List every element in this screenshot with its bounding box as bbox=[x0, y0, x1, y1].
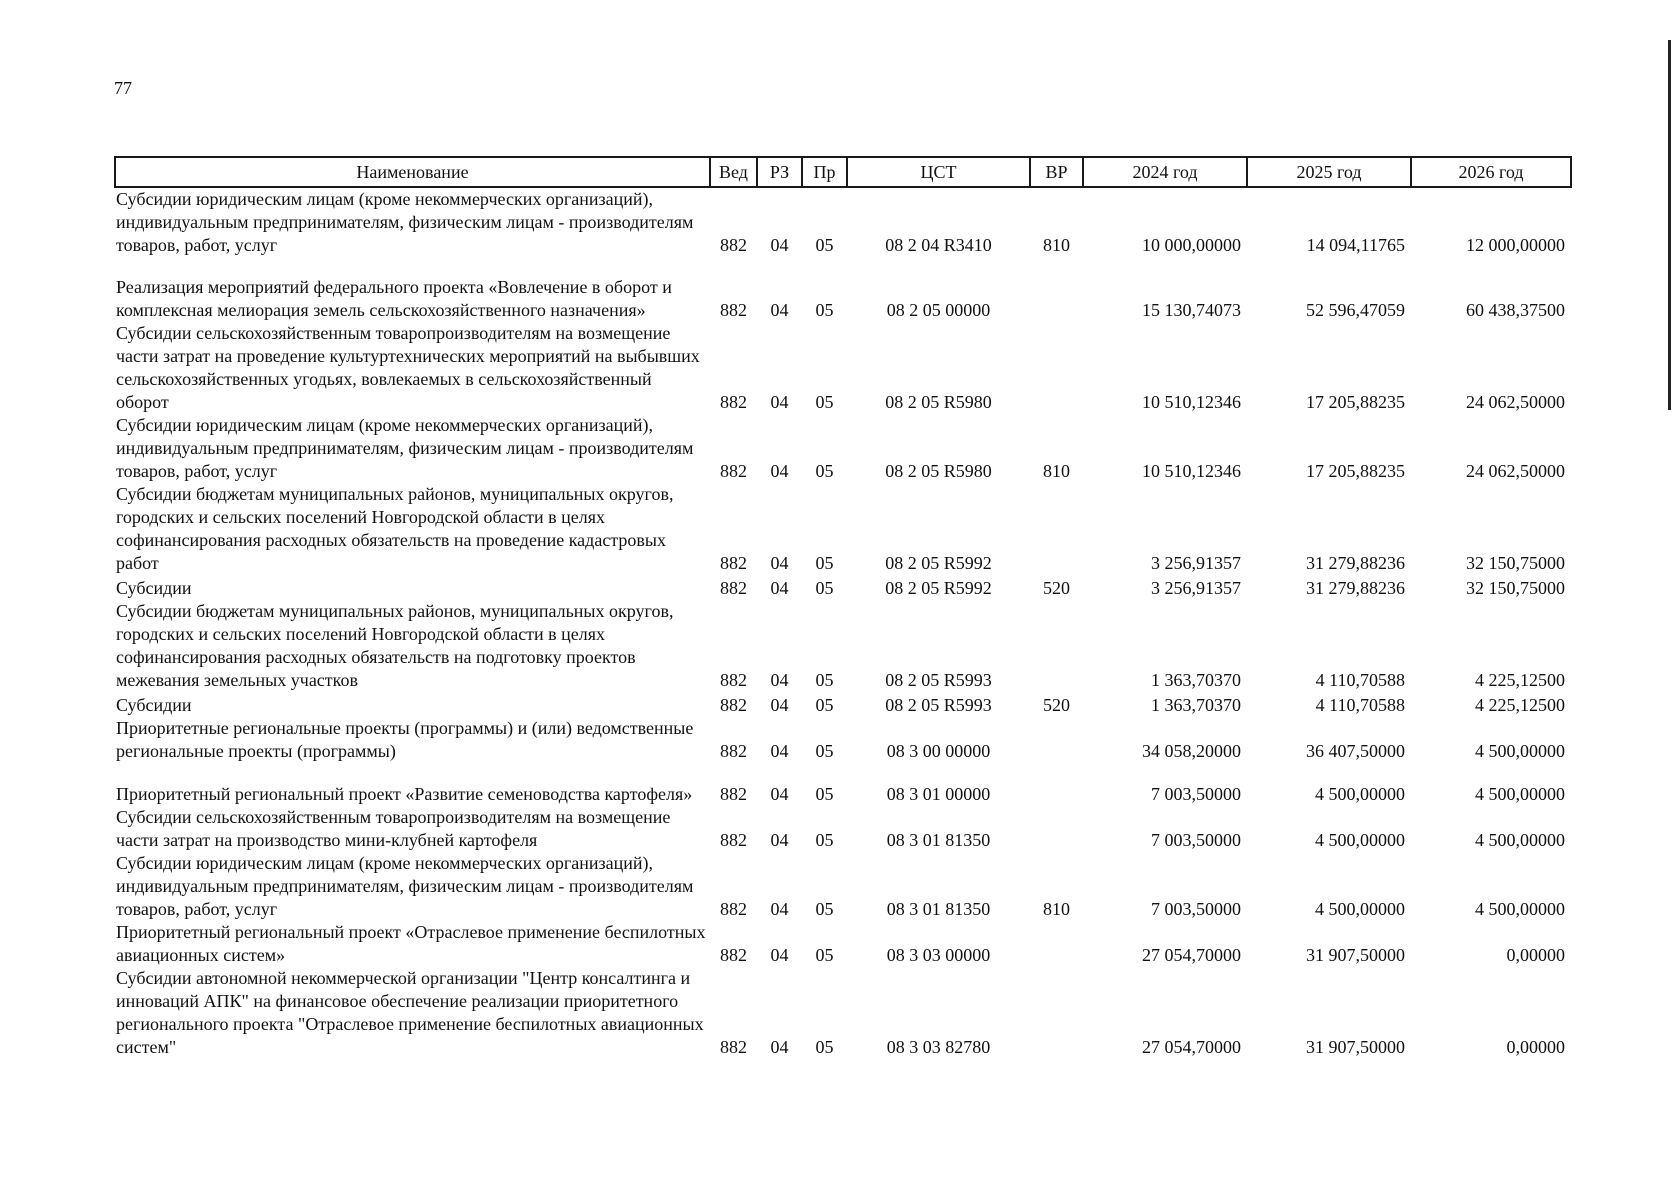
cell-name: Субсидии юридическим лицам (кроме некоммерческих организаций), индивидуальным предпринимателям, физическим лицам - производителям товаров, работ, услуг bbox=[116, 415, 694, 481]
cell-cst: 08 2 05 R5993 bbox=[885, 670, 992, 690]
table-header-row bbox=[115, 157, 1571, 187]
cell-ved: 882 bbox=[720, 945, 747, 965]
cell-vr: 810 bbox=[1043, 899, 1070, 919]
cell-ved: 882 bbox=[720, 578, 747, 598]
cell-2024: 27 054,70000 bbox=[1142, 1037, 1241, 1057]
cell-name: Приоритетный региональный проект «Отраслевое применение беспилотных авиационных систем» bbox=[116, 922, 706, 965]
cell-name: Субсидии бюджетам муниципальных районов, муниципальных округов, городских и сельских поселений Новгородской области в целях софинансирования расходных обязательств на проведение кадастровых работ bbox=[116, 484, 674, 573]
cell-2025: 36 407,50000 bbox=[1306, 741, 1405, 761]
cell-name: Субсидии юридическим лицам (кроме некоммерческих организаций), индивидуальным предпринимателям, физическим лицам - производителям товаров, работ, услуг bbox=[116, 189, 694, 255]
cell-cst: 08 2 05 R5980 bbox=[885, 392, 992, 412]
cell-2026: 60 438,37500 bbox=[1466, 300, 1565, 320]
cell-cst: 08 2 05 R5992 bbox=[885, 553, 992, 573]
cell-pr: 05 bbox=[815, 945, 834, 965]
cell-2026: 0,00000 bbox=[1506, 1037, 1565, 1057]
cell-ved: 882 bbox=[720, 392, 747, 412]
cell-vr: 520 bbox=[1043, 695, 1070, 715]
cell-ved: 882 bbox=[720, 235, 747, 255]
table-row bbox=[115, 483, 1571, 575]
cell-vr bbox=[1030, 921, 1083, 967]
cell-vr bbox=[1030, 483, 1083, 575]
cell-pr: 05 bbox=[815, 670, 834, 690]
cell-pr: 05 bbox=[815, 235, 834, 255]
cell-pr: 05 bbox=[815, 578, 834, 598]
header-2026: 2026 год bbox=[1411, 157, 1571, 187]
table-row bbox=[115, 600, 1571, 692]
cell-2024: 34 058,20000 bbox=[1142, 741, 1241, 761]
scan-edge-mark bbox=[1668, 40, 1671, 410]
cell-2026: 0,00000 bbox=[1506, 945, 1565, 965]
table-row bbox=[115, 717, 1571, 763]
cell-pr: 05 bbox=[815, 300, 834, 320]
cell-2025: 4 500,00000 bbox=[1315, 899, 1405, 919]
cell-cst: 08 3 00 00000 bbox=[886, 741, 991, 761]
table-row bbox=[115, 322, 1571, 414]
cell-2026: 12 000,00000 bbox=[1466, 235, 1565, 255]
cell-2025: 4 500,00000 bbox=[1315, 784, 1405, 804]
cell-vr bbox=[1030, 257, 1083, 322]
cell-name: Субсидии сельскохозяйственным товаропроизводителям на возмещение части затрат на производство мини-клубней картофеля bbox=[116, 807, 671, 850]
cell-ved: 882 bbox=[720, 670, 747, 690]
cell-name: Реализация мероприятий федерального проекта «Вовлечение в оборот и комплексная мелиорация земель сельскохозяйственного назначения» bbox=[116, 277, 672, 320]
cell-pr: 05 bbox=[815, 461, 834, 481]
cell-2024: 15 130,74073 bbox=[1142, 300, 1241, 320]
cell-pr: 05 bbox=[815, 695, 834, 715]
cell-vr bbox=[1030, 600, 1083, 692]
table-row bbox=[115, 852, 1571, 921]
cell-ved: 882 bbox=[720, 300, 747, 320]
cell-vr bbox=[1030, 763, 1083, 806]
cell-2025: 31 907,50000 bbox=[1306, 945, 1405, 965]
cell-2025: 31 279,88236 bbox=[1306, 578, 1405, 598]
cell-pr: 05 bbox=[815, 553, 834, 573]
table-body bbox=[115, 187, 1571, 1059]
cell-rz: 04 bbox=[770, 670, 789, 690]
cell-name: Приоритетные региональные проекты (программы) и (или) ведомственные региональные проекты (программы) bbox=[116, 718, 694, 761]
cell-2025: 17 205,88235 bbox=[1306, 392, 1405, 412]
cell-cst: 08 3 01 81350 bbox=[886, 830, 991, 850]
cell-2024: 10 510,12346 bbox=[1142, 461, 1241, 481]
cell-cst: 08 2 05 00000 bbox=[886, 300, 991, 320]
cell-cst: 08 2 04 R3410 bbox=[885, 235, 992, 255]
budget-table bbox=[114, 156, 1572, 1059]
cell-name: Субсидии bbox=[116, 695, 192, 715]
table-row bbox=[115, 967, 1571, 1059]
cell-cst: 08 3 01 00000 bbox=[886, 784, 991, 804]
table-row bbox=[115, 692, 1571, 717]
table-row bbox=[115, 414, 1571, 483]
cell-rz: 04 bbox=[770, 695, 789, 715]
cell-ved: 882 bbox=[720, 899, 747, 919]
cell-cst: 08 3 01 81350 bbox=[886, 899, 991, 919]
cell-2025: 4 110,70588 bbox=[1315, 670, 1405, 690]
cell-2026: 4 500,00000 bbox=[1475, 899, 1565, 919]
cell-rz: 04 bbox=[770, 392, 789, 412]
header-cst: ЦСТ bbox=[847, 157, 1030, 187]
cell-vr bbox=[1030, 967, 1083, 1059]
header-name: Наименование bbox=[115, 157, 710, 187]
cell-rz: 04 bbox=[770, 784, 789, 804]
cell-2025: 52 596,47059 bbox=[1306, 300, 1405, 320]
cell-2024: 10 510,12346 bbox=[1142, 392, 1241, 412]
header-vr: ВР bbox=[1030, 157, 1083, 187]
cell-ved: 882 bbox=[720, 830, 747, 850]
cell-2026: 4 500,00000 bbox=[1475, 830, 1565, 850]
cell-rz: 04 bbox=[770, 300, 789, 320]
cell-name: Субсидии сельскохозяйственным товаропроизводителям на возмещение части затрат на проведение культуртехнических мероприятий на выбывших сельскохозяйственных угодьях, вовлекаемых в сельскохозяйственный оборот bbox=[116, 323, 700, 412]
cell-name: Субсидии автономной некоммерческой организации "Центр консалтинга и инноваций АПК" на финансовое обеспечение реализации приоритетного регионального проекта "Отраслевое применение беспилотных авиационных систем" bbox=[116, 968, 704, 1057]
cell-2024: 27 054,70000 bbox=[1142, 945, 1241, 965]
cell-name: Субсидии бюджетам муниципальных районов, муниципальных округов, городских и сельских поселений Новгородской области в целях софинансирования расходных обязательств на подготовку проектов межевания земельных участков bbox=[116, 601, 674, 690]
cell-cst: 08 2 05 R5993 bbox=[885, 695, 992, 715]
table-row bbox=[115, 575, 1571, 600]
table-row bbox=[115, 257, 1571, 322]
cell-vr bbox=[1030, 717, 1083, 763]
cell-2024: 7 003,50000 bbox=[1151, 830, 1241, 850]
cell-rz: 04 bbox=[770, 1037, 789, 1057]
cell-2024: 3 256,91357 bbox=[1151, 553, 1241, 573]
cell-rz: 04 bbox=[770, 578, 789, 598]
cell-pr: 05 bbox=[815, 392, 834, 412]
cell-2026: 4 225,12500 bbox=[1475, 670, 1565, 690]
cell-2024: 3 256,91357 bbox=[1151, 578, 1241, 598]
cell-2025: 31 907,50000 bbox=[1306, 1037, 1405, 1057]
cell-rz: 04 bbox=[770, 741, 789, 761]
cell-ved: 882 bbox=[720, 784, 747, 804]
cell-2026: 24 062,50000 bbox=[1466, 392, 1565, 412]
cell-name: Приоритетный региональный проект «Развитие семеноводства картофеля» bbox=[116, 784, 693, 804]
cell-2026: 32 150,75000 bbox=[1466, 578, 1565, 598]
cell-2025: 14 094,11765 bbox=[1306, 235, 1405, 255]
table-row bbox=[115, 921, 1571, 967]
cell-2026: 4 500,00000 bbox=[1475, 784, 1565, 804]
cell-pr: 05 bbox=[815, 1037, 834, 1057]
cell-rz: 04 bbox=[770, 945, 789, 965]
cell-rz: 04 bbox=[770, 461, 789, 481]
cell-ved: 882 bbox=[720, 1037, 747, 1057]
cell-2026: 4 225,12500 bbox=[1475, 695, 1565, 715]
header-ved: Вед bbox=[710, 157, 757, 187]
cell-name: Субсидии bbox=[116, 578, 192, 598]
cell-vr: 810 bbox=[1043, 461, 1070, 481]
cell-rz: 04 bbox=[770, 553, 789, 573]
cell-2024: 1 363,70370 bbox=[1151, 695, 1241, 715]
cell-vr: 810 bbox=[1043, 235, 1070, 255]
cell-2025: 4 110,70588 bbox=[1315, 695, 1405, 715]
cell-rz: 04 bbox=[770, 235, 789, 255]
cell-ved: 882 bbox=[720, 461, 747, 481]
cell-2026: 32 150,75000 bbox=[1466, 553, 1565, 573]
header-2024: 2024 год bbox=[1083, 157, 1247, 187]
cell-pr: 05 bbox=[815, 830, 834, 850]
page-number: 77 bbox=[114, 78, 132, 98]
cell-pr: 05 bbox=[815, 899, 834, 919]
table-row bbox=[115, 763, 1571, 806]
header-rz: РЗ bbox=[757, 157, 802, 187]
cell-2025: 17 205,88235 bbox=[1306, 461, 1405, 481]
cell-pr: 05 bbox=[815, 784, 834, 804]
cell-vr bbox=[1030, 806, 1083, 852]
cell-ved: 882 bbox=[720, 741, 747, 761]
cell-2025: 31 279,88236 bbox=[1306, 553, 1405, 573]
header-2025: 2025 год bbox=[1247, 157, 1411, 187]
cell-cst: 08 2 05 R5992 bbox=[885, 578, 992, 598]
cell-2026: 24 062,50000 bbox=[1466, 461, 1565, 481]
cell-2024: 7 003,50000 bbox=[1151, 899, 1241, 919]
cell-pr: 05 bbox=[815, 741, 834, 761]
cell-vr bbox=[1030, 322, 1083, 414]
cell-cst: 08 3 03 00000 bbox=[886, 945, 991, 965]
cell-2025: 4 500,00000 bbox=[1315, 830, 1405, 850]
cell-name: Субсидии юридическим лицам (кроме некоммерческих организаций), индивидуальным предпринимателям, физическим лицам - производителям товаров, работ, услуг bbox=[116, 853, 694, 919]
table-row bbox=[115, 806, 1571, 852]
cell-ved: 882 bbox=[720, 553, 747, 573]
header-pr: Пр bbox=[802, 157, 847, 187]
cell-rz: 04 bbox=[770, 899, 789, 919]
cell-vr: 520 bbox=[1043, 578, 1070, 598]
cell-ved: 882 bbox=[720, 695, 747, 715]
table-row bbox=[115, 187, 1571, 257]
cell-rz: 04 bbox=[770, 830, 789, 850]
cell-2024: 7 003,50000 bbox=[1151, 784, 1241, 804]
cell-2024: 10 000,00000 bbox=[1142, 235, 1241, 255]
cell-cst: 08 2 05 R5980 bbox=[885, 461, 992, 481]
cell-2026: 4 500,00000 bbox=[1475, 741, 1565, 761]
cell-cst: 08 3 03 82780 bbox=[886, 1037, 991, 1057]
cell-2024: 1 363,70370 bbox=[1151, 670, 1241, 690]
